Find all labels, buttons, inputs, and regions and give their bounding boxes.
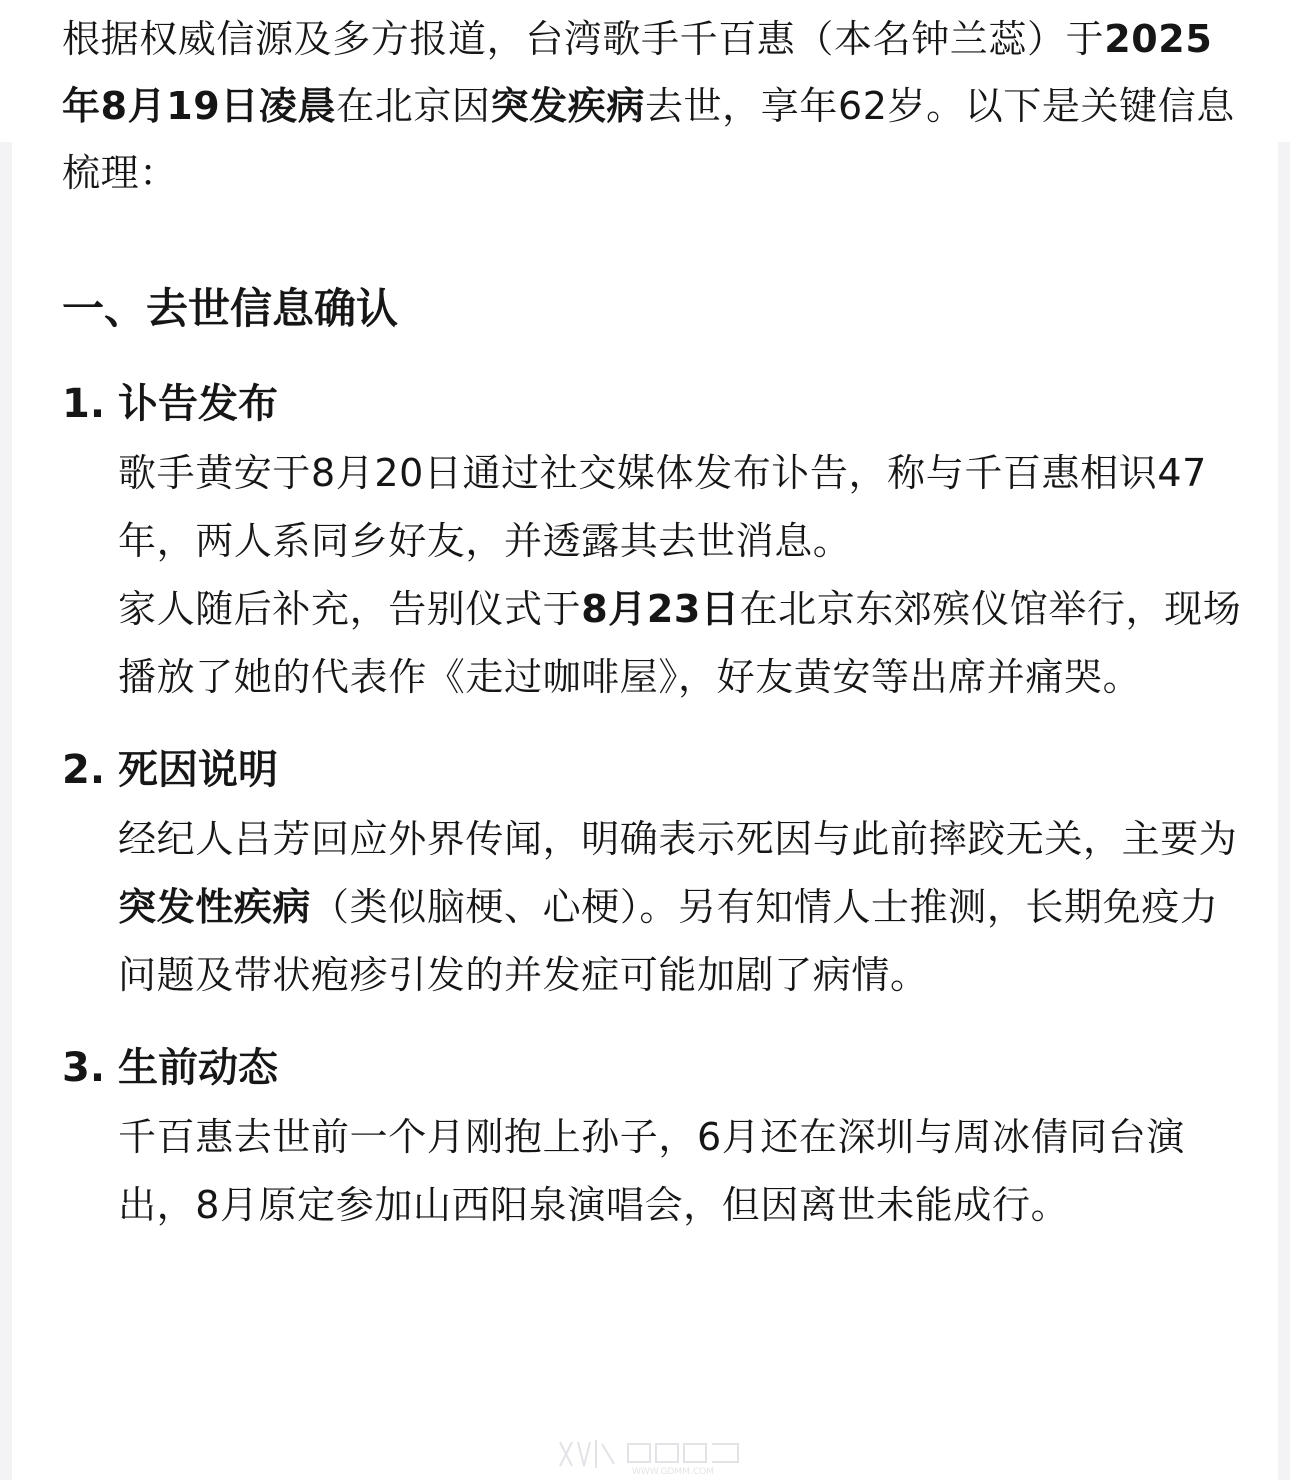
list-item-activities [62,1033,1242,1239]
list-item-cause [62,735,1242,1009]
intro-paragraph [62,6,1242,207]
list-item-number: 2. [62,747,106,793]
intro-cause-bold: 突发疾病 [490,84,645,128]
item-bold-text: 8月23日 [581,587,740,631]
item-paragraph [118,805,1242,1009]
list-item-body [118,805,1242,1009]
list-item-number: 1. [62,381,106,427]
list-item-obituary [62,369,1242,711]
item-paragraph: 千百惠去世前一个月刚抱上孙子，6月还在深圳与周冰倩同台演出，8月原定参加山西阳泉演唱会，但因离世未能成行。 [118,1115,1185,1227]
item-text: 在北京东郊殡仪馆举行，现场播放了她的代表作《走过咖啡屋》，好友黄安等出席并痛哭。 [118,587,1242,699]
list-item-body [118,1103,1242,1239]
list-item-title: 死因说明 [118,747,278,793]
list-item-body [118,439,1242,711]
intro-date-bold: 2025年8月19日凌晨 [62,17,1213,128]
item-text: （类似脑梗、心梗）。另有知情人士推测，长期免疫力问题及带状疱疹引发的并发症可能加剧了病情。 [118,885,1219,997]
intro-text-3: 去世，享年62岁。以下是关键信息梳理： [62,84,1235,195]
watermark-text: WWW.GDMM.COM [632,1467,714,1476]
item-paragraph [118,575,1242,711]
intro-text-2: 在北京因 [336,84,491,128]
item-text: 家人随后补充，告别仪式于 [118,587,582,631]
item-text: 经纪人吕芳回应外界传闻，明确表示死因与此前摔跤无关，主要为 [118,817,1238,861]
article-content [62,6,1242,1239]
item-bold-text: 突发性疾病 [118,885,312,929]
intro-text-1: 根据权威信源及多方报道，台湾歌手千百惠（本名钟兰蕊）于 [62,17,1105,61]
list-item-title: 讣告发布 [118,381,278,427]
section-heading: 一、去世信息确认 [62,284,399,333]
item-paragraph: 歌手黄安于8月20日通过社交媒体发布讣告，称与千百惠相识47年，两人系同乡好友，并透露其去世消息。 [118,451,1207,563]
watermark-logo [556,1436,756,1476]
list-item-title: 生前动态 [118,1045,278,1091]
list-item-number: 3. [62,1045,106,1091]
